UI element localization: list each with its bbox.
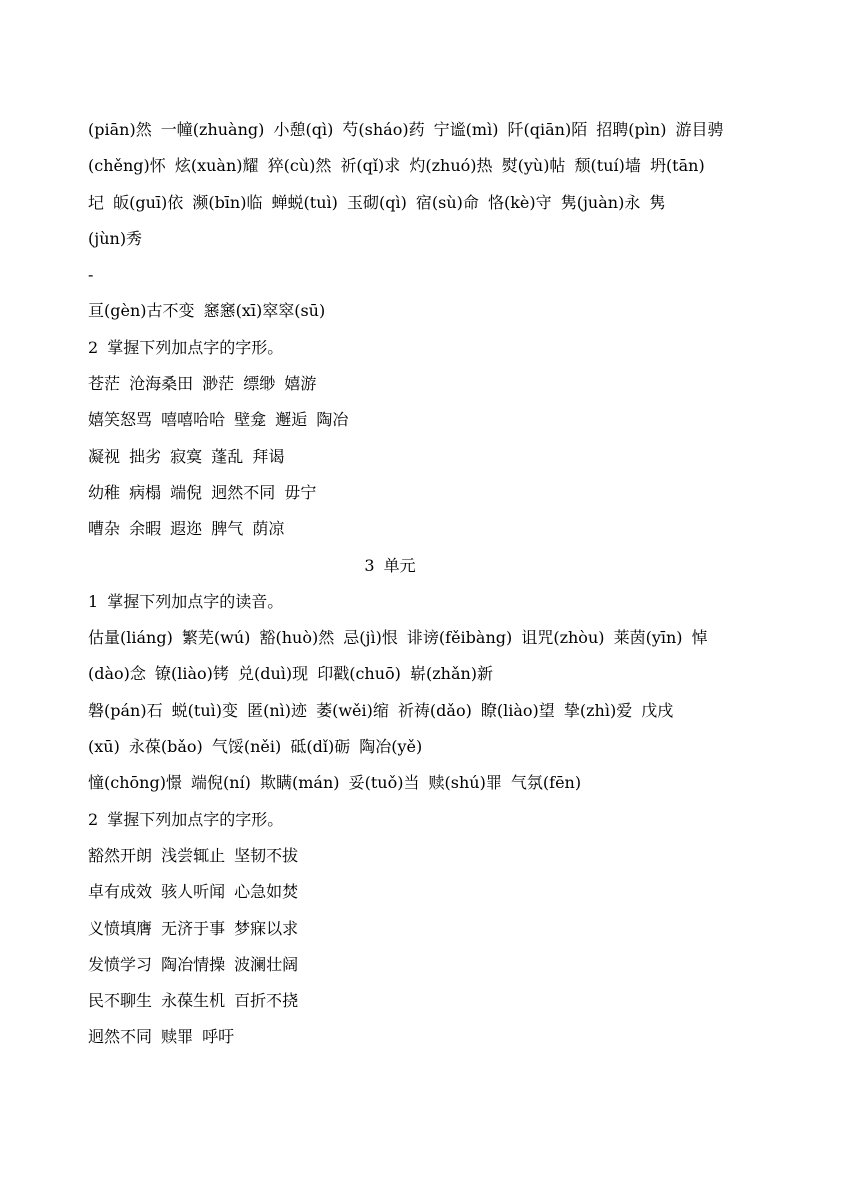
word-line: 幼稚 病榻 端倪 迥然不同 毋宁 (88, 482, 317, 502)
word-line: 民不聊生 永葆生机 百折不挠 (88, 991, 299, 1011)
section-heading: 2 掌握下列加点字的字形。 (88, 809, 284, 829)
document-body (88, 112, 788, 1056)
word-line: 义愤填膺 无济于事 梦寐以求 (88, 918, 299, 938)
section-heading: 1 掌握下列加点字的读音。 (88, 591, 284, 611)
pinyin-line: (chěng)怀 炫(xuàn)耀 猝(cù)然 祈(qǐ)求 灼(zhuó)热 熨(yù)帖 颓(tuí)墙 坍(tān) (88, 156, 705, 176)
pinyin-line: 憧(chōng)憬 端倪(ní) 欺瞒(mán) 妥(tuǒ)当 赎(shú)罪 气氛(fēn) (88, 773, 582, 793)
pinyin-line: 估量(liáng) 繁芜(wú) 豁(huò)然 忌(jì)恨 诽谤(fěibàng) 诅咒(zhòu) 莱茵(yīn) 悼 (88, 628, 708, 648)
pinyin-line: (jùn)秀 (88, 228, 143, 248)
pinyin-line: (piān)然 一幢(zhuàng) 小憩(qì) 芍(sháo)药 宁谧(mì) 阡(qiān)陌 招聘(pìn) 游目骋 (88, 120, 724, 139)
word-line: 凝视 拙劣 寂寞 蓬乱 拜谒 (88, 446, 285, 466)
word-line: 豁然开朗 浅尝辄止 坚韧不拔 (88, 845, 299, 865)
pinyin-line: 亘(gèn)古不变 窸窸(xī)窣窣(sū) (88, 301, 326, 321)
word-line: 发愤学习 陶冶情操 波澜壮阔 (88, 954, 299, 974)
word-line: 嬉笑怒骂 嘻嘻哈哈 壁龛 邂逅 陶冶 (88, 410, 349, 430)
pinyin-line: 磐(pán)石 蜕(tuì)变 匿(nì)迹 萎(wěi)缩 祈祷(dǎo) 瞭(liào)望 挚(zhì)爱 戊戌 (88, 700, 674, 720)
pinyin-line: (xū) 永葆(bǎo) 气馁(něi) 砥(dǐ)砺 陶冶(yě) (88, 737, 423, 757)
pinyin-line: (dào)念 镣(liào)铐 兑(duì)现 印戳(chuō) 崭(zhǎn)新 (88, 664, 494, 684)
word-line: 嘈杂 余暇 遐迩 脾气 荫凉 (88, 519, 285, 539)
word-line: 苍茫 沧海桑田 渺茫 缥缈 嬉游 (88, 374, 317, 394)
word-line: 卓有成效 骇人听闻 心急如焚 (88, 882, 299, 902)
section-heading: 2 掌握下列加点字的字形。 (88, 337, 284, 357)
unit-title: 3 单元 (364, 555, 416, 575)
separator-dash: - (88, 265, 94, 285)
pinyin-line: 圮 皈(guī)依 濒(bīn)临 蝉蜕(tuì) 玉砌(qì) 宿(sù)命 恪(kè)守 隽(juàn)永 隽 (88, 192, 666, 212)
word-line: 迥然不同 赎罪 呼吁 (88, 1027, 235, 1047)
